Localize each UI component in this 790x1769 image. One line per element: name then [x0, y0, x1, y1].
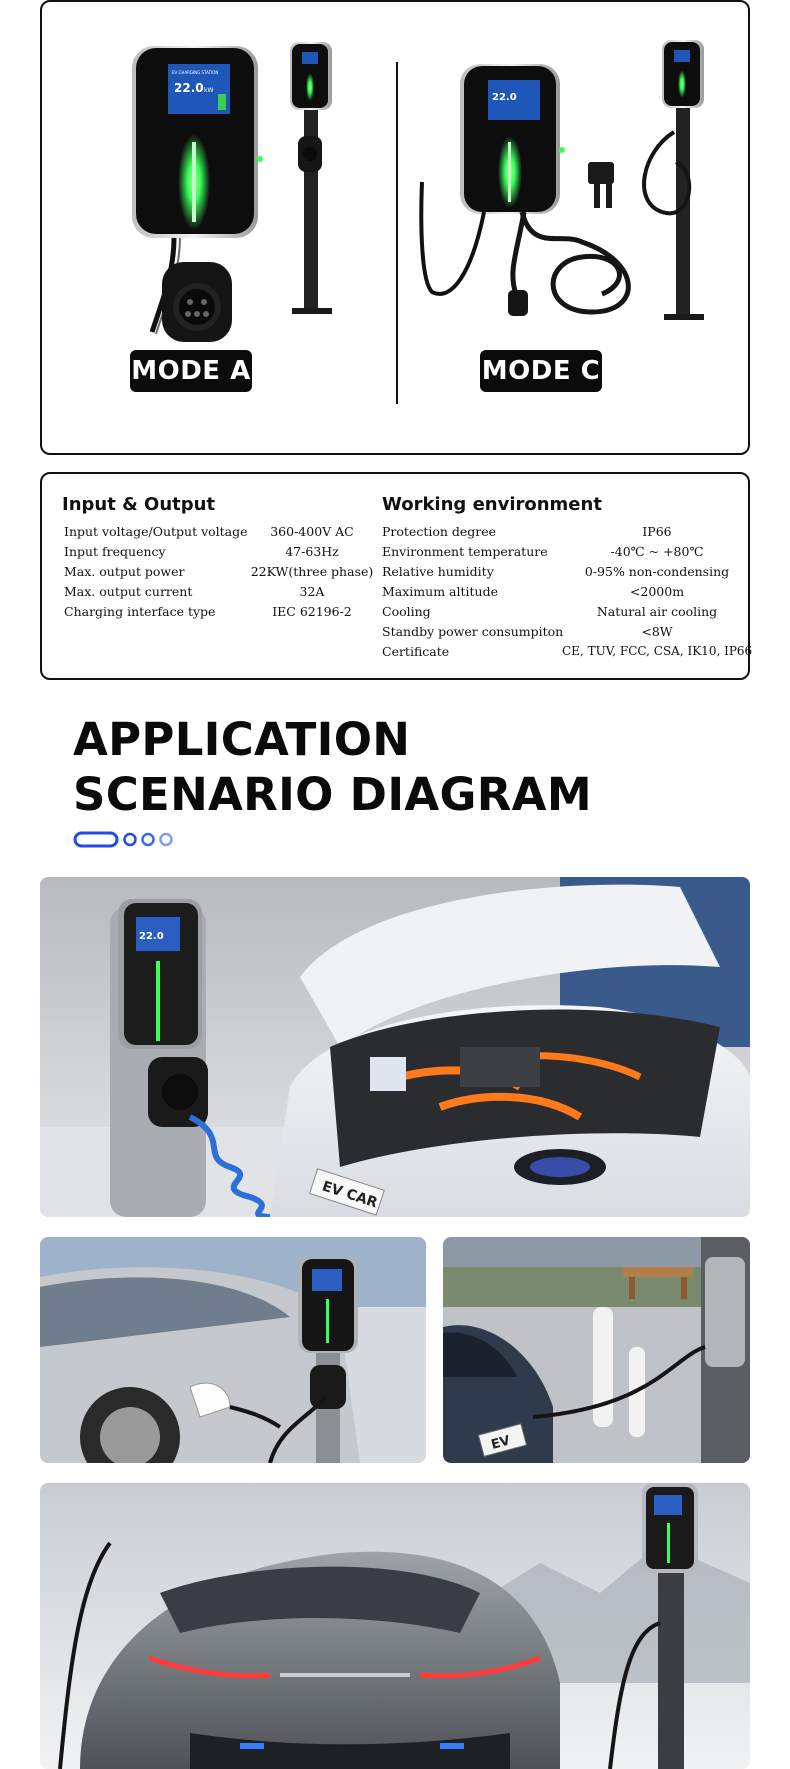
screen-unit: kW: [204, 87, 214, 94]
screen-power-c: 22.0: [492, 92, 517, 103]
input-output-heading: Input & Output: [62, 494, 216, 515]
we-value-6: CE, TUV, FCC, CSA, IK10, IP66: [562, 644, 753, 658]
dot-active: [75, 833, 117, 846]
application-headline: [73, 712, 592, 822]
we-label-4: Cooling: [382, 604, 431, 619]
we-value-4: Natural air cooling: [596, 604, 718, 619]
working-environment-heading: Working environment: [382, 494, 602, 515]
headline-line-2: SCENARIO DIAGRAM: [73, 768, 592, 821]
we-label-0: Protection degree: [382, 524, 497, 539]
io-value-1: 47-63Hz: [285, 544, 339, 559]
screen-brand: EV CHARGING STATION: [172, 70, 219, 75]
scenario-photo-outdoor-car: [443, 1237, 750, 1463]
dot: [161, 834, 172, 845]
we-label-2: Relative humidity: [382, 564, 494, 579]
headline-line-1: APPLICATION: [73, 713, 411, 766]
we-value-2: 0-95% non-condensing: [584, 564, 730, 579]
we-label-1: Environment temperature: [382, 544, 548, 559]
mode-divider: [396, 62, 398, 404]
pagination-dots: [73, 830, 183, 850]
plate-text: EV CAR: [320, 1178, 380, 1212]
we-label-6: Certificate: [382, 644, 450, 659]
io-label-2: Max. output power: [64, 564, 185, 579]
io-value-0: 360-400V AC: [270, 524, 354, 539]
mode-a-badge: MODE A: [130, 350, 252, 392]
mode-a-wallbox-image: [82, 32, 342, 362]
io-value-2: 22KW(three phase): [250, 564, 374, 579]
photo-screen-power: 22.0: [139, 931, 164, 942]
spec-panel: [40, 472, 753, 680]
mode-c-wallbox-image: [412, 32, 732, 362]
io-value-3: 32A: [299, 584, 325, 599]
io-label-3: Max. output current: [64, 584, 193, 599]
we-value-0: IP66: [642, 524, 672, 539]
io-label-0: Input voltage/Output voltage: [64, 524, 248, 539]
io-value-4: IEC 62196-2: [272, 604, 352, 619]
we-value-3: <2000m: [629, 584, 685, 599]
dot: [125, 834, 136, 845]
we-label-5: Standby power consumpiton: [382, 624, 564, 639]
we-label-3: Maximum altitude: [382, 584, 498, 599]
scenario-photo-concept-car: [40, 1483, 750, 1769]
scenario-photo-garage: [40, 877, 750, 1217]
we-value-5: <8W: [641, 624, 673, 639]
we-value-1: -40℃ ~ +80℃: [610, 544, 704, 559]
mode-c-badge: MODE C: [480, 350, 602, 392]
dot: [143, 834, 154, 845]
plate-text-2: EV: [489, 1433, 512, 1453]
screen-power: 22.0: [174, 81, 204, 95]
scenario-photo-silver-car: [40, 1237, 426, 1463]
modes-panel: [40, 0, 750, 455]
io-label-4: Charging interface type: [64, 604, 216, 619]
io-label-1: Input frequency: [64, 544, 166, 559]
